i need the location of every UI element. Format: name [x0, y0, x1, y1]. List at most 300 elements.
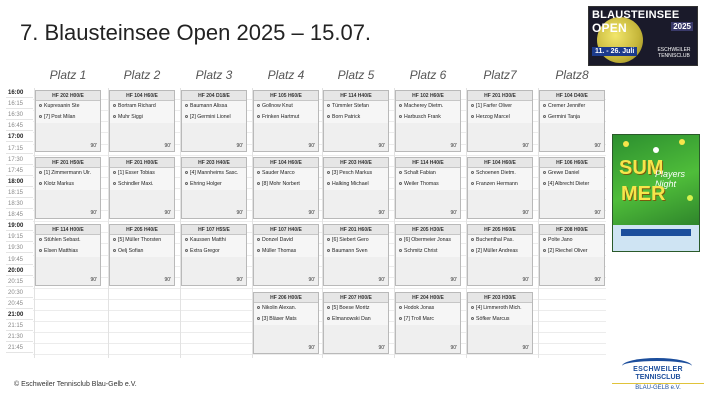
player-bullet-icon	[257, 171, 260, 174]
match-card[interactable]	[35, 90, 101, 152]
time-label: 18:30	[6, 199, 33, 209]
match-header: HF 203 H40/E	[182, 158, 246, 168]
poster-date-bar	[621, 229, 691, 236]
player-bullet-icon	[543, 104, 546, 107]
player-bullet-icon	[185, 249, 188, 252]
player-name: Frinken Hartmut	[262, 114, 300, 120]
confetti-dot	[687, 195, 693, 201]
court-header: Platz 6	[409, 68, 447, 82]
player-bullet-icon	[399, 317, 402, 320]
time-label: 18:15	[6, 188, 33, 198]
player-bullet-icon	[257, 104, 260, 107]
player-row	[396, 179, 460, 190]
match-header: HF 104 H60/E	[110, 91, 174, 101]
player-bullet-icon	[185, 238, 188, 241]
match-header: HF 114 H40/E	[324, 91, 388, 101]
poster-dates: 11. - 26. Juli	[592, 47, 637, 56]
match-header: HF 206 H00/E	[254, 293, 318, 303]
player-row	[182, 168, 246, 179]
player-bullet-icon	[399, 306, 402, 309]
logo-line-3: BLAU-GELB e.V.	[612, 383, 704, 391]
player-name: Schalt Fabian	[404, 170, 436, 176]
time-label: 19:45	[6, 255, 33, 265]
match-card[interactable]	[323, 292, 389, 354]
time-label: 20:15	[6, 277, 33, 287]
summer-word-2: MER	[621, 183, 666, 205]
match-duration: 90'	[90, 143, 97, 149]
player-row	[110, 179, 174, 190]
match-card[interactable]	[109, 224, 175, 286]
player-row	[324, 314, 388, 325]
confetti-dot	[679, 139, 685, 145]
match-card[interactable]	[395, 224, 461, 286]
poster-year: 2025	[673, 22, 691, 31]
court-header: Platz8	[555, 68, 589, 82]
match-card[interactable]	[323, 157, 389, 219]
time-label: 16:30	[6, 110, 33, 120]
time-label: 19:00	[6, 221, 33, 231]
player-name: Oelj Sofian	[118, 248, 144, 254]
player-name: [6] Siebert Gero	[332, 237, 369, 243]
player-name: Hodok Jonas	[404, 305, 435, 311]
match-duration: 90'	[594, 210, 601, 216]
match-card[interactable]	[181, 157, 247, 219]
match-card[interactable]	[539, 224, 605, 286]
player-name: Extra Gregor	[190, 248, 220, 254]
match-header: HF 203 H40/E	[324, 158, 388, 168]
time-label: 21:30	[6, 332, 33, 342]
match-header: HF 201 H60/E	[324, 225, 388, 235]
player-bullet-icon	[399, 171, 402, 174]
player-row	[110, 112, 174, 123]
player-row	[540, 179, 604, 190]
player-bullet-icon	[257, 317, 260, 320]
match-header: HF 104 H60/E	[254, 158, 318, 168]
match-header: HF 105 H60/E	[254, 91, 318, 101]
player-bullet-icon	[543, 182, 546, 185]
player-row	[254, 112, 318, 123]
player-bullet-icon	[39, 249, 42, 252]
match-card[interactable]	[35, 157, 101, 219]
player-name: [4] Limmeroth Mich.	[476, 305, 522, 311]
match-header: HF 104 H60/E	[468, 158, 532, 168]
player-bullet-icon	[399, 104, 402, 107]
match-duration: 90'	[522, 345, 529, 351]
player-name: Halking Michael	[332, 181, 369, 187]
player-row	[254, 235, 318, 246]
match-duration: 90'	[450, 143, 457, 149]
player-bullet-icon	[113, 182, 116, 185]
player-row	[468, 112, 532, 123]
player-bullet-icon	[185, 104, 188, 107]
player-name: Donzel David	[262, 237, 293, 243]
player-bullet-icon	[327, 249, 330, 252]
player-name: [2] Riechel Oliver	[548, 248, 588, 254]
match-card[interactable]	[467, 90, 533, 152]
player-row	[396, 112, 460, 123]
match-header: HF 114 H40/E	[396, 158, 460, 168]
player-row	[36, 101, 100, 112]
player-bullet-icon	[543, 249, 546, 252]
player-bullet-icon	[113, 238, 116, 241]
player-row	[182, 246, 246, 257]
time-label: 19:30	[6, 243, 33, 253]
match-card[interactable]	[467, 292, 533, 354]
match-header: HF 204 D18/E	[182, 91, 246, 101]
player-bullet-icon	[471, 182, 474, 185]
match-card[interactable]	[109, 157, 175, 219]
time-label: 17:45	[6, 166, 33, 176]
time-label: 19:15	[6, 232, 33, 242]
player-bullet-icon	[113, 249, 116, 252]
player-row	[182, 179, 246, 190]
time-label: 16:15	[6, 99, 33, 109]
poster-subtitle: OPEN	[592, 21, 627, 35]
match-duration: 90'	[236, 143, 243, 149]
match-header: HF 203 H30/E	[468, 293, 532, 303]
match-card[interactable]	[323, 90, 389, 152]
player-name: [5] Boese Moritz	[332, 305, 370, 311]
match-duration: 90'	[378, 210, 385, 216]
player-row	[110, 101, 174, 112]
player-row	[540, 101, 604, 112]
player-name: Muhr Siggi	[118, 114, 143, 120]
player-row	[396, 303, 460, 314]
match-header: HF 208 H00/E	[540, 225, 604, 235]
player-name: [6] Obermeier Jonas	[404, 237, 451, 243]
match-header: HF 204 H00/E	[396, 293, 460, 303]
player-bullet-icon	[471, 104, 474, 107]
match-duration: 90'	[308, 345, 315, 351]
match-card[interactable]	[109, 90, 175, 152]
player-bullet-icon	[39, 171, 42, 174]
match-duration: 90'	[378, 277, 385, 283]
player-name: Germini Tanja	[548, 114, 580, 120]
court-header: Platz 5	[337, 68, 375, 82]
player-row	[254, 303, 318, 314]
match-duration: 90'	[594, 143, 601, 149]
player-bullet-icon	[39, 104, 42, 107]
match-duration: 90'	[522, 210, 529, 216]
court-header: Platz 2	[123, 68, 161, 82]
match-header: HF 205 H40/E	[110, 225, 174, 235]
player-name: Weiler Thomas	[404, 181, 439, 187]
player-row	[324, 246, 388, 257]
player-name: Schmitz Christ	[404, 248, 438, 254]
grid-line	[33, 221, 606, 222]
match-duration: 90'	[236, 210, 243, 216]
player-name: Herzog Marcel	[476, 114, 510, 120]
time-label: 17:30	[6, 155, 33, 165]
player-bullet-icon	[185, 171, 188, 174]
match-duration: 90'	[594, 277, 601, 283]
player-row	[324, 303, 388, 314]
player-bullet-icon	[399, 238, 402, 241]
match-card[interactable]	[253, 292, 319, 354]
player-bullet-icon	[257, 306, 260, 309]
match-card[interactable]	[539, 90, 605, 152]
copyright-footer: © Eschweiler Tennisclub Blau-Gelb e.V.	[14, 381, 137, 388]
match-card[interactable]	[253, 224, 319, 286]
logo-line-1: ESCHWEILER	[633, 366, 683, 373]
player-row	[182, 101, 246, 112]
player-name: Cremer Jennifer	[548, 103, 586, 109]
match-card[interactable]	[181, 90, 247, 152]
player-name: Elmanowski Dan	[332, 316, 371, 322]
player-bullet-icon	[327, 104, 330, 107]
grid-line	[33, 155, 606, 156]
tournament-poster	[588, 6, 698, 66]
player-bullet-icon	[327, 115, 330, 118]
player-bullet-icon	[543, 115, 546, 118]
match-header: HF 107 H55/E	[182, 225, 246, 235]
time-label: 17:15	[6, 144, 33, 154]
player-name: Schoenen Dietm.	[476, 170, 516, 176]
player-row	[540, 168, 604, 179]
player-bullet-icon	[327, 182, 330, 185]
player-row	[468, 101, 532, 112]
player-bullet-icon	[471, 317, 474, 320]
player-name: Kupresanin Ste	[44, 103, 80, 109]
confetti-dot	[623, 141, 629, 147]
match-header: HF 205 H60/E	[468, 225, 532, 235]
player-name: Born Patrick	[332, 114, 361, 120]
player-row	[182, 112, 246, 123]
match-card[interactable]	[467, 157, 533, 219]
time-label: 18:00	[6, 177, 33, 187]
match-duration: 90'	[164, 277, 171, 283]
match-duration: 90'	[90, 210, 97, 216]
player-bullet-icon	[257, 238, 260, 241]
player-name: Buchenthal Pas.	[476, 237, 514, 243]
poster-title: BLAUSTEINSEE	[592, 9, 680, 21]
player-bullet-icon	[113, 171, 116, 174]
player-bullet-icon	[471, 306, 474, 309]
player-row	[396, 168, 460, 179]
match-header: HF 107 H40/E	[254, 225, 318, 235]
player-name: [4] Albrecht Dieter	[548, 181, 590, 187]
player-name: Baumann Sven	[332, 248, 368, 254]
player-row	[540, 246, 604, 257]
player-name: [5] Müller Thorsten	[118, 237, 162, 243]
player-name: Klotz Markus	[44, 181, 74, 187]
player-row	[110, 246, 174, 257]
player-name: Gollnow Knut	[262, 103, 293, 109]
player-row	[468, 246, 532, 257]
player-name: Kaussen Matthi	[190, 237, 226, 243]
player-name: Macherey Dietm.	[404, 103, 444, 109]
player-bullet-icon	[399, 182, 402, 185]
match-duration: 90'	[308, 210, 315, 216]
player-bullet-icon	[471, 171, 474, 174]
match-duration: 90'	[308, 143, 315, 149]
player-name: Franzen Hermann	[476, 181, 518, 187]
match-header: HF 201 H30/E	[468, 91, 532, 101]
time-label: 17:00	[6, 132, 33, 142]
player-bullet-icon	[327, 317, 330, 320]
match-duration: 90'	[308, 277, 315, 283]
player-row	[182, 235, 246, 246]
summer-word-1: SUM	[619, 157, 664, 179]
time-label: 21:00	[6, 310, 33, 320]
club-logo	[612, 358, 704, 394]
time-label: 18:45	[6, 210, 33, 220]
court-header: Platz 3	[195, 68, 233, 82]
match-card[interactable]	[395, 157, 461, 219]
player-row	[110, 168, 174, 179]
player-row	[324, 179, 388, 190]
player-row	[36, 235, 100, 246]
player-name: [3] Pesch Markus	[332, 170, 373, 176]
player-row	[36, 179, 100, 190]
match-duration: 90'	[236, 277, 243, 283]
player-bullet-icon	[327, 171, 330, 174]
match-card[interactable]	[253, 157, 319, 219]
player-row	[254, 179, 318, 190]
player-name: [1] Zimmermann Ulr.	[44, 170, 91, 176]
match-header: HF 102 H60/E	[396, 91, 460, 101]
player-bullet-icon	[257, 115, 260, 118]
player-bullet-icon	[257, 249, 260, 252]
match-card[interactable]	[395, 90, 461, 152]
match-duration: 90'	[522, 143, 529, 149]
player-row	[396, 314, 460, 325]
player-name: [7] Troll Marc	[404, 316, 434, 322]
player-bullet-icon	[39, 115, 42, 118]
player-bullet-icon	[39, 182, 42, 185]
match-card[interactable]	[323, 224, 389, 286]
player-bullet-icon	[257, 182, 260, 185]
player-bullet-icon	[327, 238, 330, 241]
player-row	[254, 246, 318, 257]
player-row	[396, 246, 460, 257]
player-bullet-icon	[471, 115, 474, 118]
player-name: [1] Farfer Oliver	[476, 103, 513, 109]
time-label: 21:15	[6, 321, 33, 331]
player-name: Müller Thomas	[262, 248, 297, 254]
logo-line-2: TENNISCLUB	[635, 374, 681, 381]
time-label: 21:45	[6, 343, 33, 353]
players-night-text: Players Night	[655, 169, 686, 189]
match-duration: 90'	[450, 210, 457, 216]
time-label: 20:00	[6, 266, 33, 276]
player-name: [3] Bläser Mats	[262, 316, 297, 322]
player-row	[254, 101, 318, 112]
player-row	[468, 303, 532, 314]
player-bullet-icon	[543, 171, 546, 174]
player-name: Bortram Richard	[118, 103, 156, 109]
player-bullet-icon	[399, 249, 402, 252]
match-header: HF 104 D40/E	[540, 91, 604, 101]
match-duration: 90'	[378, 345, 385, 351]
player-row	[324, 235, 388, 246]
match-card[interactable]	[253, 90, 319, 152]
match-duration: 90'	[164, 210, 171, 216]
player-name: Sauder Marco	[262, 170, 295, 176]
player-bullet-icon	[327, 306, 330, 309]
match-duration: 90'	[450, 277, 457, 283]
court-header: Platz 4	[267, 68, 305, 82]
player-row	[540, 112, 604, 123]
player-row	[396, 235, 460, 246]
player-name: Polte Jano	[548, 237, 573, 243]
match-card[interactable]	[395, 292, 461, 354]
player-row	[324, 112, 388, 123]
match-header: HF 114 H00/E	[36, 225, 100, 235]
player-name: [8] Mohr Norbert	[262, 181, 300, 187]
player-name: Baumann Alissa	[190, 103, 228, 109]
court-header: Platz 1	[49, 68, 87, 82]
player-name: Söfker Marcus	[476, 316, 510, 322]
player-name: Ehring Holger	[190, 181, 222, 187]
player-row	[324, 101, 388, 112]
page-title: 7. Blausteinsee Open 2025 – 15.07.	[20, 20, 372, 45]
match-header: HF 201 H00/E	[110, 158, 174, 168]
player-name: Elsen Matthias	[44, 248, 79, 254]
player-row	[324, 168, 388, 179]
match-card[interactable]	[467, 224, 533, 286]
player-name: [7] Post Milan	[44, 114, 76, 120]
time-label: 16:00	[6, 88, 33, 98]
match-duration: 90'	[378, 143, 385, 149]
player-row	[254, 168, 318, 179]
player-name: Tümmler Stefan	[332, 103, 369, 109]
time-label: 20:30	[6, 288, 33, 298]
poster-club: ESCHWEILER TENNISCLUB	[657, 47, 691, 59]
match-header: HF 201 H50/E	[36, 158, 100, 168]
player-bullet-icon	[471, 249, 474, 252]
match-duration: 90'	[90, 277, 97, 283]
player-name: [2] Germini Lionel	[190, 114, 231, 120]
player-row	[468, 235, 532, 246]
player-name: [4] Mannheims Sasc.	[190, 170, 239, 176]
player-name: Nikolin Alexan.	[262, 305, 297, 311]
player-row	[468, 314, 532, 325]
player-bullet-icon	[185, 115, 188, 118]
grid-line	[33, 288, 606, 289]
match-card[interactable]	[181, 224, 247, 286]
summer-night-poster	[612, 134, 700, 252]
player-row	[36, 168, 100, 179]
player-bullet-icon	[399, 115, 402, 118]
match-header: HF 202 H00/E	[36, 91, 100, 101]
match-header: HF 207 H00/E	[324, 293, 388, 303]
player-row	[468, 179, 532, 190]
player-bullet-icon	[185, 182, 188, 185]
player-name: Schindler Maxi.	[118, 181, 154, 187]
player-name: [2] Müller Andreas	[476, 248, 518, 254]
player-name: Grewe Daniel	[548, 170, 580, 176]
time-label: 20:45	[6, 299, 33, 309]
player-bullet-icon	[543, 238, 546, 241]
match-card[interactable]	[35, 224, 101, 286]
player-row	[254, 314, 318, 325]
match-duration: 90'	[522, 277, 529, 283]
player-row	[540, 235, 604, 246]
player-bullet-icon	[471, 238, 474, 241]
player-row	[468, 168, 532, 179]
match-duration: 90'	[450, 345, 457, 351]
player-bullet-icon	[113, 104, 116, 107]
match-card[interactable]	[539, 157, 605, 219]
player-bullet-icon	[113, 115, 116, 118]
court-header: Platz7	[483, 68, 517, 82]
player-row	[36, 112, 100, 123]
player-row	[110, 235, 174, 246]
player-row	[36, 246, 100, 257]
grid-line	[33, 354, 606, 355]
player-bullet-icon	[39, 238, 42, 241]
